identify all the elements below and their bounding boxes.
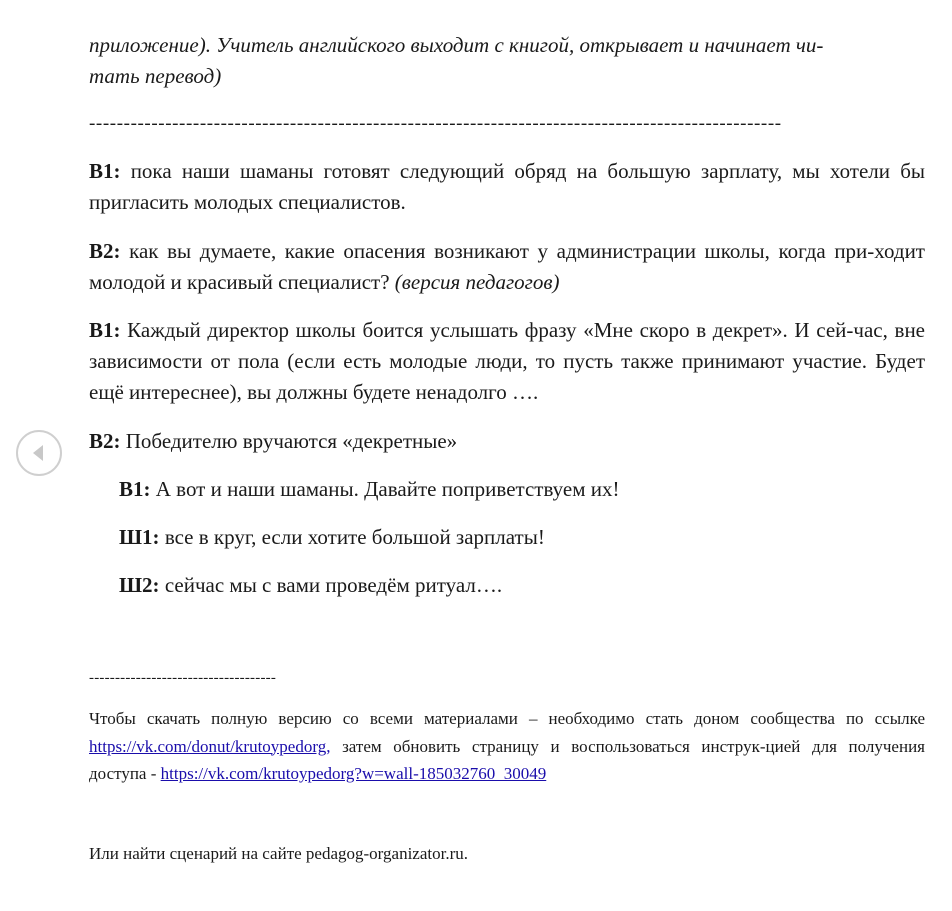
speaker-label: В1:: [89, 318, 121, 342]
dialogue-line: [89, 236, 925, 298]
footnote-text: затем обновить страницу и воспользоваться инструк-цией для получения доступа -: [89, 736, 925, 783]
indented-line: [119, 522, 545, 553]
speaker-label: Ш2:: [119, 573, 160, 597]
donut-link[interactable]: https://vk.com/donut/krutoypedorg,: [89, 736, 331, 756]
speaker-label: В2:: [89, 429, 121, 453]
footnote: [89, 705, 925, 788]
indented-line: [119, 570, 502, 601]
stage-note: (версия педагогов): [394, 270, 560, 294]
intro-line-1: приложение). Учитель английского выходит с книгой, открывает и начинает чи-: [89, 33, 824, 57]
speaker-label: Ш1:: [119, 525, 160, 549]
dialogue-text: Победителю вручаются «декретные»: [120, 429, 458, 453]
chevron-left-icon: [18, 432, 60, 474]
intro-line-2: тать перевод): [89, 64, 222, 88]
indented-line: [119, 474, 619, 505]
dialogue-line: [89, 426, 925, 457]
alt-source-text: Или найти сценарий на сайте pedagog-organizator.ru.: [89, 844, 468, 863]
dialogue-text: как вы думаете, какие опасения возникают у администрации школы, когда при-ходит молодой и красивый специалист?: [89, 239, 925, 294]
previous-page-button[interactable]: [16, 430, 62, 476]
footnote-separator: ------------------------------------: [89, 670, 277, 686]
dialogue-line: [89, 156, 925, 218]
dialogue-text: сейчас мы с вами проведём ритуал….: [159, 573, 503, 597]
wall-link[interactable]: https://vk.com/krutoypedorg?w=wall-185032760_30049: [160, 764, 547, 783]
dialogue-text: все в круг, если хотите большой зарплаты!: [159, 525, 545, 549]
dialogue-text: Каждый директор школы боится услышать фразу «Мне скоро в декрет». И сей-час, вне зависимости от пола (если есть молодые люди, то пусть также принимают участие. Будет ещё интереснее), вы должны будете ненадолго ….: [89, 318, 925, 404]
dialogue-text: пока наши шаманы готовят следующий обряд на большую зарплату, мы хотели бы пригласить молодых специалистов.: [89, 159, 925, 214]
dialogue-text: А вот и наши шаманы. Давайте поприветствуем их!: [150, 477, 620, 501]
separator: ----------------------------------------------------------------------------------------------------: [89, 113, 782, 134]
speaker-label: В1:: [89, 159, 121, 183]
speaker-label: В2:: [89, 239, 121, 263]
dialogue-line: [89, 315, 925, 408]
speaker-label: В1:: [119, 477, 151, 501]
footnote-text: Чтобы скачать полную версию со всеми материалами – необходимо стать доном сообщества по ссылке: [89, 709, 925, 728]
